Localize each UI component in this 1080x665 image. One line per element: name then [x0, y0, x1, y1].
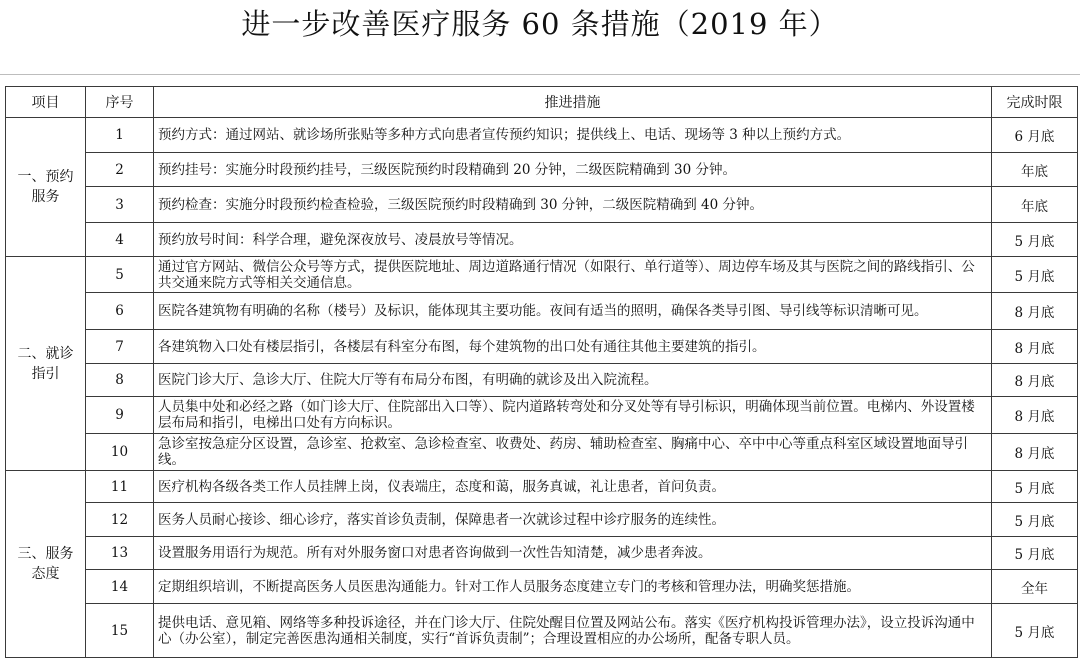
- measure-text: 预约方式：通过网站、就诊场所张贴等多种方式向患者宣传预约知识；提供线上、电话、现场等 3 种以上预约方式。: [154, 118, 992, 153]
- table-row: [6, 570, 1078, 604]
- category-cell: [6, 257, 86, 471]
- row-number: 11: [86, 471, 154, 503]
- deadline-cell: 8 月底: [992, 330, 1078, 364]
- deadline-cell: 8 月底: [992, 397, 1078, 434]
- measure-text: 提供电话、意见箱、网络等多种投诉途径，并在门诊大厅、住院处醒目位置及网站公布。落实《医疗机构投诉管理办法》，设立投诉沟通中心（办公室），制定完善医患沟通相关制度，实行“首诉负责制”；合理设置相应的办公场所，配备专职人员。: [154, 604, 992, 658]
- table-row: [6, 330, 1078, 364]
- header-number: 序号: [86, 87, 154, 118]
- table-row: [6, 223, 1078, 257]
- measure-text: 通过官方网站、微信公众号等方式，提供医院地址、周边道路通行情况（如限行、单行道等）、周边停车场及其与医院之间的路线指引、公共交通来院方式等相关交通信息。: [154, 257, 992, 293]
- category-label: 一、预约: [17, 169, 74, 185]
- row-number: 13: [86, 537, 154, 570]
- table-row: [6, 153, 1078, 187]
- row-number: 14: [86, 570, 154, 604]
- measure-text: 预约检查：实施分时段预约检查检验，三级医院预约时段精确到 30 分钟，二级医院精确到 40 分钟。: [154, 187, 992, 223]
- deadline-cell: 5 月底: [992, 223, 1078, 257]
- row-number: 7: [86, 330, 154, 364]
- deadline-cell: 8 月底: [992, 434, 1078, 471]
- table-row: [6, 257, 1078, 293]
- measure-text: 急诊室按急症分区设置，急诊室、抢救室、急诊检查室、收费处、药房、辅助检查室、胸痛中心、卒中中心等重点科室区域设置地面导引线。: [154, 434, 992, 471]
- measure-text: 医疗机构各级各类工作人员挂牌上岗，仪表端庄，态度和蔼，服务真诚，礼让患者，首问负责。: [154, 471, 992, 503]
- deadline-cell: 5 月底: [992, 503, 1078, 537]
- measure-text: 医务人员耐心接诊、细心诊疗，落实首诊负责制，保障患者一次就诊过程中诊疗服务的连续性。: [154, 503, 992, 537]
- deadline-cell: 5 月底: [992, 257, 1078, 293]
- table-row: [6, 364, 1078, 397]
- table-row: [6, 537, 1078, 570]
- table-row: [6, 293, 1078, 330]
- document-title: 进一步改善医疗服务 60 条措施（2019 年）: [241, 7, 839, 41]
- measure-text: 预约放号时间：科学合理，避免深夜放号、凌晨放号等情况。: [154, 223, 992, 257]
- deadline-cell: 5 月底: [992, 471, 1078, 503]
- table-header-row: [6, 87, 1078, 118]
- row-number: 10: [86, 434, 154, 471]
- measure-text: 预约挂号：实施分时段预约挂号，三级医院预约时段精确到 20 分钟，二级医院精确到 30 分钟。: [154, 153, 992, 187]
- row-number: 12: [86, 503, 154, 537]
- table-row: [6, 604, 1078, 658]
- measures-table: [5, 86, 1078, 658]
- header-deadline: 完成时限: [992, 87, 1078, 118]
- deadline-cell: 全年: [992, 570, 1078, 604]
- measure-text: 医院门诊大厅、急诊大厅、住院大厅等有布局分布图，有明确的就诊及出入院流程。: [154, 364, 992, 397]
- category-label: 三、服务: [17, 546, 74, 562]
- deadline-cell: 年底: [992, 153, 1078, 187]
- header-measure: 推进措施: [154, 87, 992, 118]
- table-row: [6, 187, 1078, 223]
- category-label: 态度: [31, 566, 60, 582]
- deadline-cell: 8 月底: [992, 364, 1078, 397]
- row-number: 5: [86, 257, 154, 293]
- row-number: 9: [86, 397, 154, 434]
- deadline-cell: 8 月底: [992, 293, 1078, 330]
- measure-text: 人员集中处和必经之路（如门诊大厅、住院部出入口等）、院内道路转弯处和分叉处等有导引标识，明确体现当前位置。电梯内、外设置楼层布局和指引，电梯出口处有方向标识。: [154, 397, 992, 434]
- header-category: 项目: [6, 87, 86, 118]
- category-cell: [6, 471, 86, 658]
- deadline-cell: 年底: [992, 187, 1078, 223]
- category-cell: [6, 118, 86, 257]
- table-row: [6, 503, 1078, 537]
- measure-text: 定期组织培训，不断提高医务人员医患沟通能力。针对工作人员服务态度建立专门的考核和管理办法，明确奖惩措施。: [154, 570, 992, 604]
- table-row: [6, 118, 1078, 153]
- table-row: [6, 397, 1078, 434]
- row-number: 6: [86, 293, 154, 330]
- table-row: [6, 471, 1078, 503]
- measure-text: 各建筑物入口处有楼层指引，各楼层有科室分布图，每个建筑物的出口处有通往其他主要建筑的指引。: [154, 330, 992, 364]
- row-number: 2: [86, 153, 154, 187]
- deadline-cell: 5 月底: [992, 537, 1078, 570]
- row-number: 1: [86, 118, 154, 153]
- row-number: 3: [86, 187, 154, 223]
- table-row: [6, 434, 1078, 471]
- category-label: 服务: [31, 189, 60, 205]
- category-label: 指引: [31, 365, 60, 382]
- row-number: 8: [86, 364, 154, 397]
- row-number: 15: [86, 604, 154, 658]
- row-number: 4: [86, 223, 154, 257]
- measure-text: 设置服务用语行为规范。所有对外服务窗口对患者咨询做到一次性告知清楚，减少患者奔波。: [154, 537, 992, 570]
- category-label: 二、就诊: [17, 345, 74, 362]
- measure-text: 医院各建筑物有明确的名称（楼号）及标识，能体现其主要功能。夜间有适当的照明，确保各类导引图、导引线等标识清晰可见。: [154, 293, 992, 330]
- divider: [0, 74, 1080, 75]
- deadline-cell: 5 月底: [992, 604, 1078, 658]
- deadline-cell: 6 月底: [992, 118, 1078, 153]
